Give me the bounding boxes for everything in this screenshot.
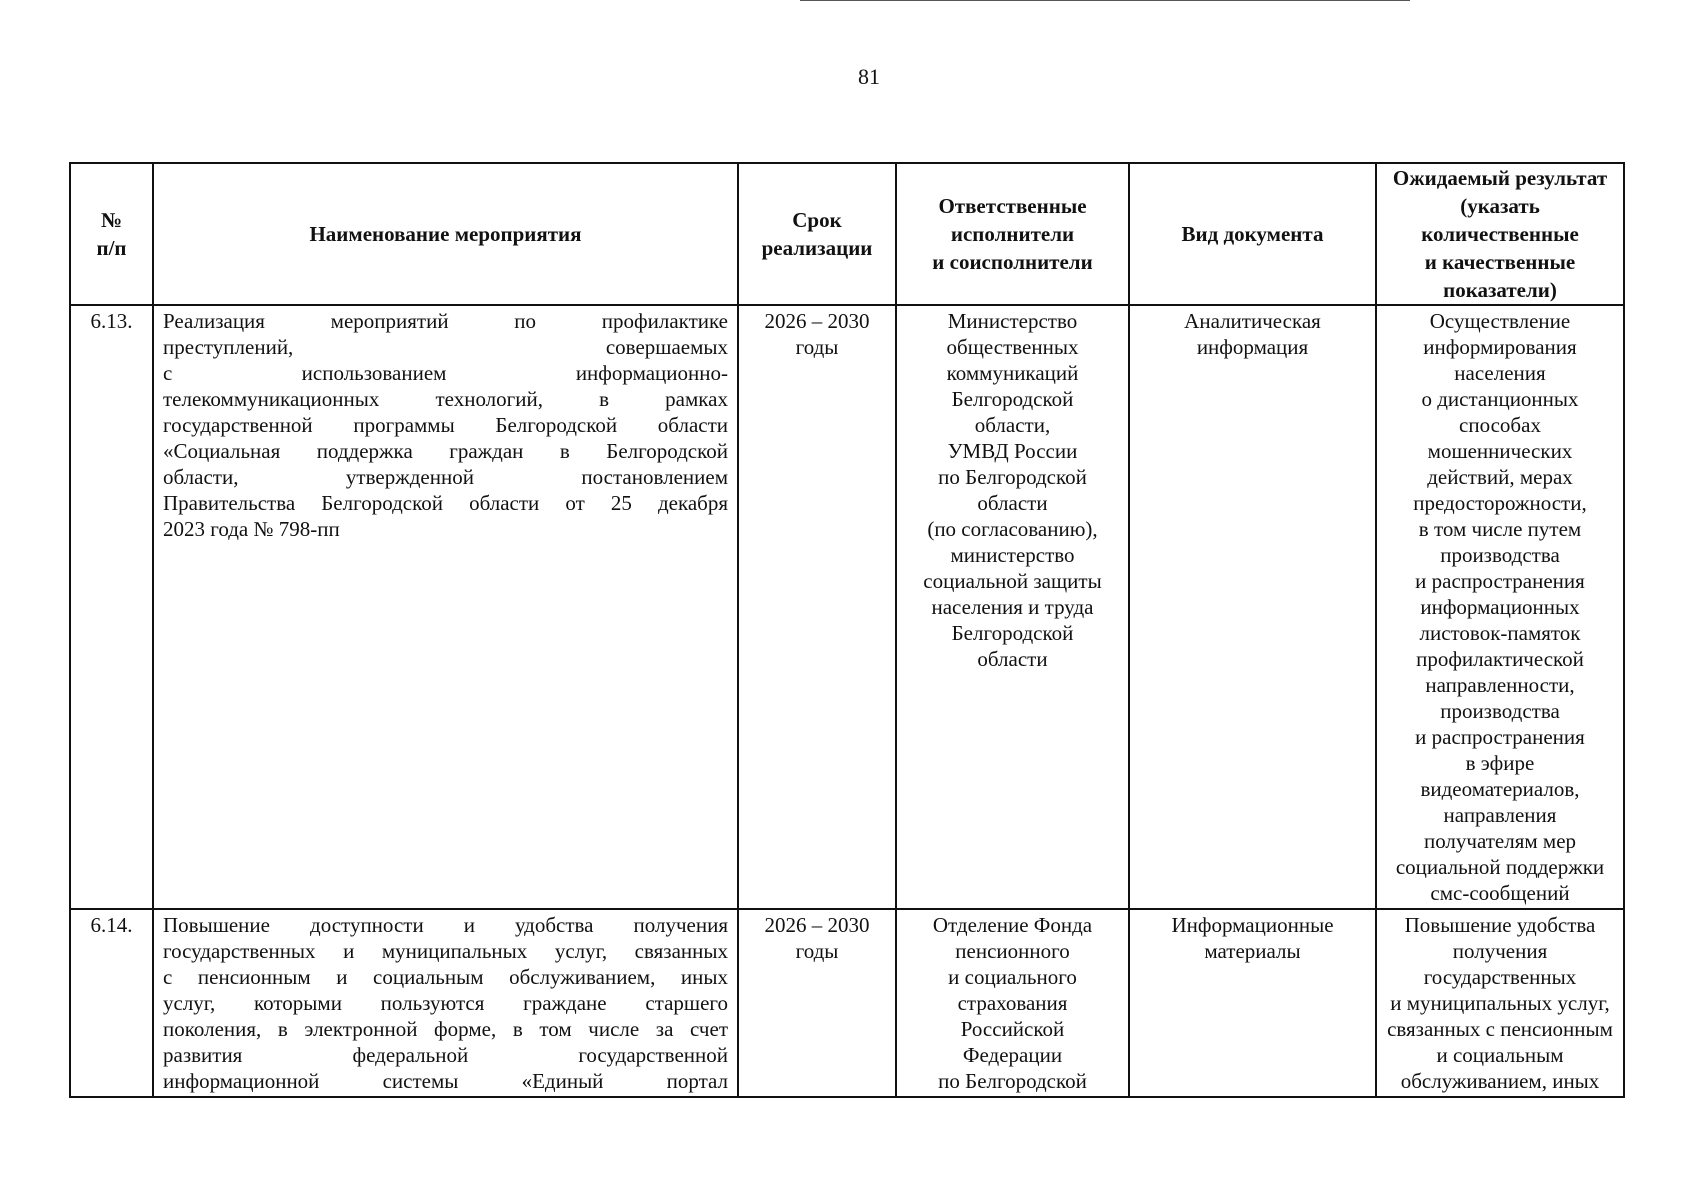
- document-type: [1129, 909, 1376, 1097]
- text-line: населения и труда: [931, 595, 1094, 619]
- text-line: населения: [1454, 361, 1546, 385]
- executors: [896, 305, 1129, 909]
- text-line: Правительства Белгородской области от 25 декабря: [163, 491, 728, 515]
- text-line: преступлений, совершаемых: [163, 335, 728, 359]
- text-line: по Белгородской: [938, 1069, 1087, 1093]
- text-line: годы: [795, 939, 839, 963]
- text-line: направления: [1443, 803, 1557, 827]
- table-row: [70, 305, 1624, 909]
- header-document-type: Вид документа: [1129, 163, 1376, 305]
- text-line: п/п: [96, 236, 127, 260]
- text-line: информационной системы «Единый портал: [163, 1069, 728, 1093]
- table-row: [70, 909, 1624, 1097]
- text-line: Повышение доступности и удобства получения: [163, 913, 728, 937]
- text-line: Министерство: [947, 309, 1078, 333]
- text-line: социальной поддержки: [1395, 855, 1605, 879]
- text-line: связанных с пенсионным: [1387, 1017, 1613, 1041]
- text-line: направленности,: [1425, 673, 1575, 697]
- text-line: и социального: [948, 965, 1077, 989]
- text-line: получения: [1452, 939, 1548, 963]
- header-executors: [896, 163, 1129, 305]
- text-line: профилактической: [1416, 647, 1584, 671]
- text-line: информационных: [1420, 595, 1580, 619]
- text-line: производства: [1440, 699, 1560, 723]
- text-line: производства: [1440, 543, 1560, 567]
- text-line: Реализация мероприятий по профилактике: [163, 309, 728, 333]
- term: [738, 909, 896, 1097]
- text-line: пенсионного: [955, 939, 1070, 963]
- text-line: мошеннических: [1427, 439, 1573, 463]
- text-line: Отделение Фонда: [932, 913, 1093, 937]
- text-line: способах: [1459, 413, 1541, 437]
- executors: [896, 909, 1129, 1097]
- text-line: и соисполнители: [932, 250, 1093, 274]
- text-line: в эфире: [1465, 751, 1535, 775]
- text-line: развития федеральной государственной: [163, 1043, 728, 1067]
- text-line: Белгородской: [951, 621, 1074, 645]
- header-expected-result: [1376, 163, 1624, 305]
- text-line: по Белгородской: [938, 465, 1087, 489]
- expected-result: [1376, 305, 1624, 909]
- text-line: 2023 года № 798-пп: [163, 517, 340, 541]
- text-line: (указать: [1460, 194, 1540, 218]
- event-name: [153, 305, 738, 909]
- text-line: Срок: [792, 208, 842, 232]
- page-number: 81: [858, 64, 880, 89]
- scan-edge-line: [800, 0, 1150, 1]
- text-line: годы: [795, 335, 839, 359]
- text-line: информация: [1196, 335, 1309, 359]
- text-line: поколения, в электронной форме, в том числе за счет: [163, 1017, 728, 1041]
- expected-result: [1376, 909, 1624, 1097]
- text-line: исполнители: [950, 222, 1075, 246]
- text-line: с пенсионным и социальным обслуживанием, иных: [163, 965, 728, 989]
- text-line: действий, мерах: [1427, 465, 1573, 489]
- text-line: государственной программы Белгородской области: [163, 413, 728, 437]
- text-line: с использованием информационно-: [163, 361, 728, 385]
- row-number: 6.13.: [70, 305, 153, 909]
- text-line: УМВД России: [947, 439, 1078, 463]
- text-line: информирования: [1423, 335, 1577, 359]
- text-line: Федерации: [962, 1043, 1063, 1067]
- text-line: Повышение удобства: [1404, 913, 1596, 937]
- header-event-name: Наименование мероприятия: [153, 163, 738, 305]
- text-line: области, утвержденной постановлением: [163, 465, 728, 489]
- text-line: обслуживанием, иных: [1400, 1069, 1600, 1093]
- text-line: и качественные: [1424, 250, 1576, 274]
- text-line: показатели): [1443, 278, 1557, 302]
- text-line: социальной защиты: [923, 569, 1102, 593]
- text-line: министерство: [950, 543, 1075, 567]
- text-line: страхования: [957, 991, 1068, 1015]
- text-line: и распространения: [1415, 569, 1585, 593]
- text-line: Ответственные: [938, 194, 1087, 218]
- header-term: [738, 163, 896, 305]
- text-line: (по согласованию),: [927, 517, 1098, 541]
- text-line: смс-сообщений: [1430, 881, 1570, 905]
- text-line: области,: [974, 413, 1051, 437]
- text-line: 2026 – 2030: [764, 309, 870, 333]
- text-line: Аналитическая: [1184, 309, 1321, 333]
- text-line: 2026 – 2030: [764, 913, 870, 937]
- text-line: о дистанционных: [1421, 387, 1579, 411]
- row-number: 6.14.: [70, 909, 153, 1097]
- document-type: [1129, 305, 1376, 909]
- text-line: услуг, которыми пользуются граждане старшего: [163, 991, 728, 1015]
- text-line: и муниципальных услуг,: [1390, 991, 1610, 1015]
- text-line: Российской: [960, 1017, 1065, 1041]
- measures-table: [69, 162, 1625, 1098]
- text-line: и распространения: [1415, 725, 1585, 749]
- text-line: коммуникаций: [946, 361, 1079, 385]
- scan-edge-line: [1120, 0, 1410, 1]
- text-line: видеоматериалов,: [1420, 777, 1580, 801]
- text-line: государственных: [1423, 965, 1577, 989]
- text-line: области: [977, 491, 1048, 515]
- text-line: Информационные: [1171, 913, 1334, 937]
- text-line: получателям мер: [1423, 829, 1577, 853]
- text-line: материалы: [1204, 939, 1301, 963]
- text-line: листовок-памяток: [1419, 621, 1581, 645]
- text-line: №: [100, 208, 123, 232]
- text-line: количественные: [1421, 222, 1579, 246]
- event-name: [153, 909, 738, 1097]
- text-line: государственных и муниципальных услуг, связанных: [163, 939, 728, 963]
- text-line: Осуществление: [1429, 309, 1571, 333]
- term: [738, 305, 896, 909]
- header-number: [70, 163, 153, 305]
- text-line: реализации: [761, 236, 873, 260]
- text-line: и социальным: [1436, 1043, 1564, 1067]
- text-line: Ожидаемый результат: [1392, 166, 1608, 190]
- text-line: общественных: [946, 335, 1079, 359]
- text-line: области: [977, 647, 1048, 671]
- text-line: Белгородской: [951, 387, 1074, 411]
- text-line: в том числе путем: [1418, 517, 1582, 541]
- table-header-row: [70, 163, 1624, 305]
- text-line: предосторожности,: [1413, 491, 1587, 515]
- text-line: «Социальная поддержка граждан в Белгородской: [163, 439, 728, 463]
- text-line: телекоммуникационных технологий, в рамках: [163, 387, 728, 411]
